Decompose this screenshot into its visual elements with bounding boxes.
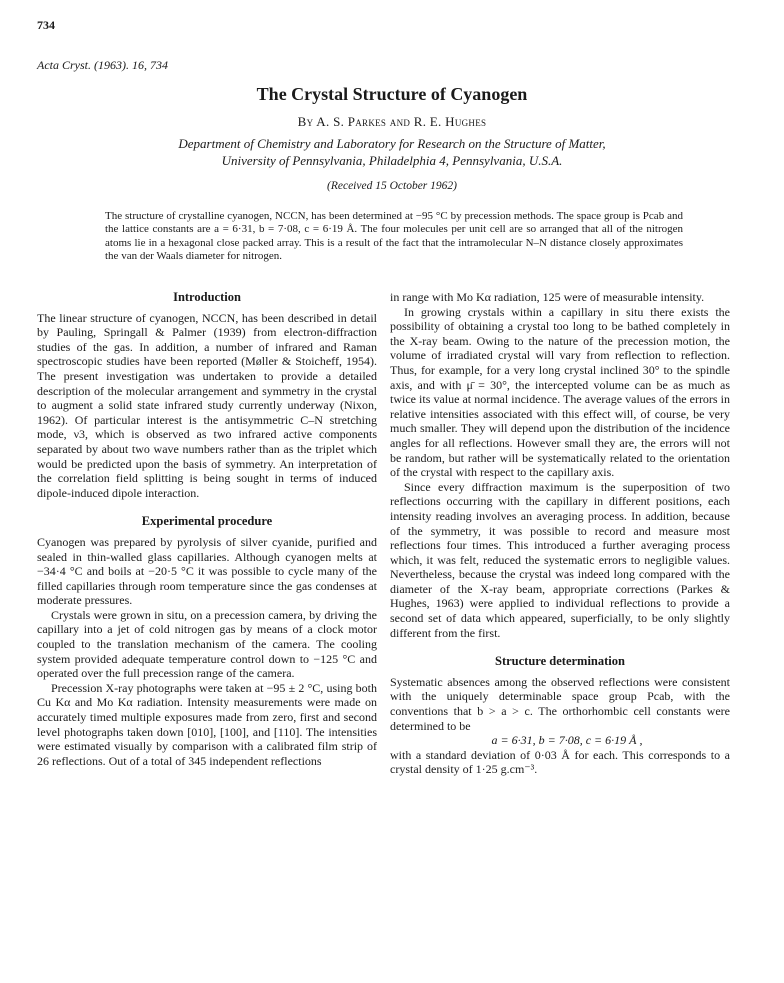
affiliation-line-1: Department of Chemistry and Laboratory for Research on the Structure of Matter,: [178, 136, 606, 151]
introduction-heading: Introduction: [173, 290, 241, 304]
left-column: [37, 290, 377, 768]
structure-paragraph: Systematic absences among the observed reflections were consistent with the uniquely determinable space group Pcab, with the conventions that b > a > c. The orthorhombic cell constants were determined to be: [390, 674, 730, 733]
affiliation: [0, 135, 784, 169]
right-column: [390, 290, 730, 777]
article-title: The Crystal Structure of Cyanogen: [256, 84, 528, 104]
journal-reference: Acta Cryst. (1963). 16, 734: [37, 58, 168, 72]
experimental-paragraph-1: Cyanogen was prepared by pyrolysis of silver cyanide, purified and sealed in thin-walled glass capillaries. Although cyanogen melts at −34·4 °C and boils at −20·5 °C it was possible to cycle many of the filled capillaries through room temperature since the gas condenses at moderate pressures.: [37, 534, 377, 608]
experimental-paragraph-3: Precession X-ray photographs were taken at −95 ± 2 °C, using both Cu Kα and Mo Kα radiation. Intensity measurements were made on accurately timed multiple exposures made from zero, first and second level photographs taken down [010], [100], and [110]. The intensities were estimated visually by comparison with a calibrated film strip of 26 reflections. Out of a total of 345 independent reflections: [37, 680, 377, 768]
authors: By A. S. Parkes and R. E. Hughes: [297, 114, 487, 129]
experimental-paragraph-2: Crystals were grown in situ, on a precession camera, by driving the capillary into a jet of cold nitrogen gas by means of a clock motor coupled to the translation mechanism of the camera. The cooling system provided adequate temperature control down to −125 °C and operated over the full precession range of the camera.: [37, 607, 377, 681]
diffraction-paragraph: Since every diffraction maximum is the superposition of two reflections occurring with the capillary in different positions, each intensity reading involves an averaging process. In addition, because of the symmetry, it was possible to record and measure most reflections four times. This introduced a further averaging process which, it was felt, reduced the systematic errors to negligible values. Nevertheless, because the crystal was indeed long compared with the diameter of the X-ray beam, appropriate corrections (Parkes & Hughes, 1963) were applied to individual reflections to provide a second set of data which appeared, superficially, to be only slightly different from the first.: [390, 479, 730, 640]
abstract: The structure of crystalline cyanogen, NCCN, has been determined at −95 °C by precession methods. The space group is Pcab and the lattice constants are a = 6·31, b = 7·08, c = 6·19 Å. The four molecules per unit cell are so arranged that all of the nitrogen atoms lie in a hexagonal close packed array. This is a result of the fact that the intramolecular N–N distance closely approximates the van der Waals diameter for nitrogen.: [105, 210, 683, 263]
affiliation-line-2: University of Pennsylvania, Philadelphia 4, Pennsylvania, U.S.A.: [221, 153, 563, 168]
received-date: (Received 15 October 1962): [327, 180, 457, 192]
structure-heading: Structure determination: [495, 654, 625, 669]
crystal-growth-paragraph: In growing crystals within a capillary in situ there exists the possibility of obtaining a crystal too long to be bathed completely in the X-ray beam. Owing to the nature of the precession motion, the volume of irradiated crystal will vary from reflection to reflection. Thus, for example, for a very long crystal inclined 30° to the spindle axis, and with μ̄ = 30°, the intercepted volume can be as much as twice its value at normal incidence. The average values of the errors in relative intensities associated with this effect will, of course, be very much smaller. They will depend upon the distribution of the incidence angles for all reflections. However small they are, the errors will not be random, but rather will be systematically related to the orientation of the crystal with respect to the capillary axis.: [390, 304, 730, 480]
introduction-paragraph: The linear structure of cyanogen, NCCN, has been described in detail by Pauling, Springall & Palmer (1939) from electron-diffraction studies of the gas. In addition, a number of infrared and Raman spectroscopic studies have been reported (Møller & Stoicheff, 1954). The present investigation was undertaken to provide a detailed description of the molecular arrangement and symmetry in the crystal to augment a solid state infrared study currently underway (Nixon, 1962). Of particular interest is the antisymmetric C–N stretching mode, ν3, which is observed as two infrared active components separated by about two wave numbers rather than as the triplet which would be predicted upon the basis of symmetry. An interpretation of the correlation field splitting is being sought in terms of induced dipole-induced dipole interaction.: [37, 310, 377, 500]
experimental-heading: Experimental procedure: [141, 514, 273, 529]
cell-constants-equation: a = 6·31, b = 7·08, c = 6·19 Å ,: [491, 733, 643, 748]
continuation-paragraph: in range with Mo Kα radiation, 125 were of measurable intensity.: [390, 290, 705, 304]
page-number: 734: [37, 18, 55, 32]
density-paragraph: with a standard deviation of 0·03 Å for each. This corresponds to a crystal density of 1·25 g.cm⁻³.: [390, 747, 730, 777]
